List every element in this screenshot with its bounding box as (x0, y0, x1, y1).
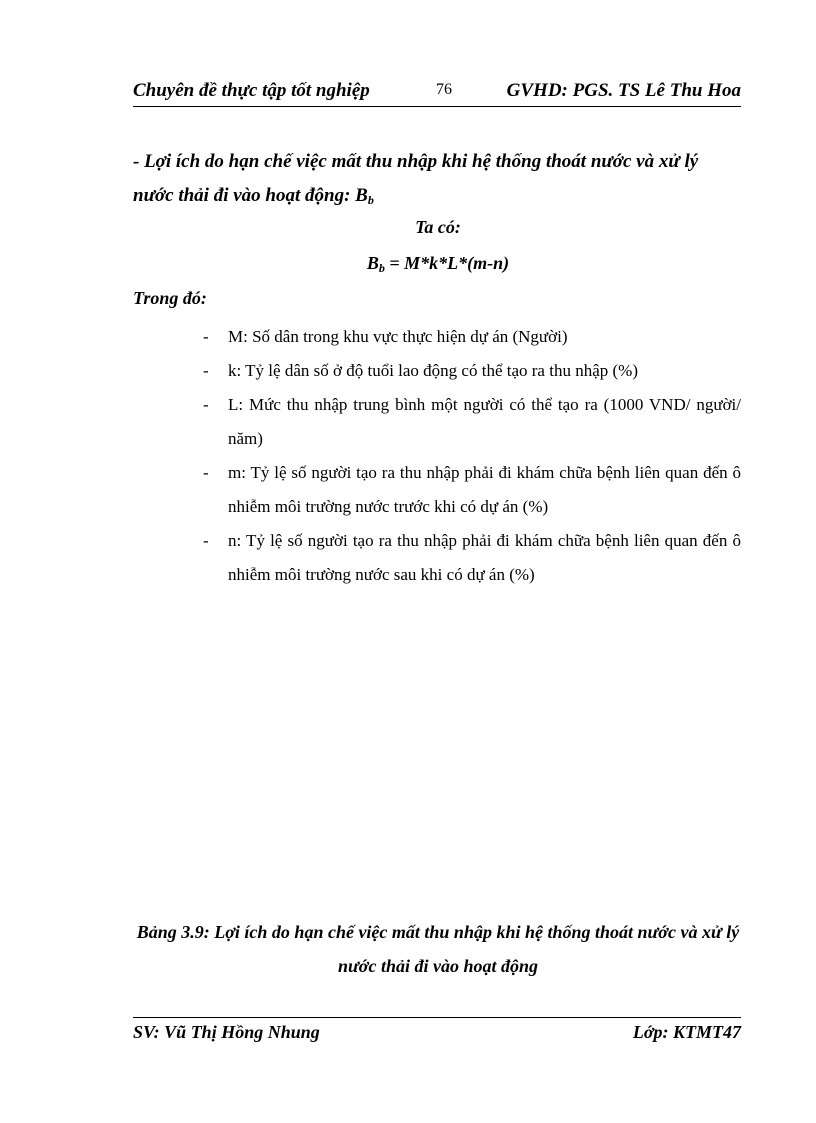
definitions-list (203, 320, 741, 592)
list-item-text: m: Tỷ lệ số người tạo ra thu nhập phải đi khám chữa bệnh liên quan đến ô nhiễm môi trường nước trước khi có dự án (%) (228, 463, 741, 516)
list-item-text: n: Tỷ lệ số người tạo ra thu nhập phải đi khám chữa bệnh liên quan đến ô nhiễm môi trường nước sau khi có dự án (%) (228, 531, 741, 584)
list-dash: - (203, 531, 209, 550)
page-number: 76 (436, 81, 452, 98)
section-heading-subscript: b (367, 193, 374, 207)
formula-lhs-subscript: b (378, 261, 385, 275)
section-heading-text: - Lợi ích do hạn chế việc mất thu nhập khi hệ thống thoát nước và xử lý nước thải đi vào hoạt động: B (133, 151, 699, 206)
page-header (133, 78, 741, 107)
list-item (203, 524, 741, 592)
list-item (203, 388, 741, 456)
footer-class: Lớp: KTMT47 (632, 1022, 741, 1042)
definitions-label: Trong đó: (133, 288, 207, 308)
formula-rhs: = M*k*L*(m-n) (384, 253, 510, 273)
formula-lhs: B (366, 253, 379, 273)
formula (133, 253, 743, 276)
list-dash: - (203, 463, 209, 482)
list-item-text: k: Tỷ lệ dân số ở độ tuổi lao động có thể tạo ra thu nhập (%) (228, 361, 638, 380)
list-dash: - (203, 361, 209, 380)
list-item (203, 456, 741, 524)
page-footer (133, 1017, 741, 1048)
list-dash: - (203, 327, 209, 346)
list-dash: - (203, 395, 209, 414)
list-item (203, 320, 741, 354)
list-item (203, 354, 741, 388)
formula-intro: Ta có: (415, 217, 461, 237)
header-document-title: Chuyên đề thực tập tốt nghiệp (133, 80, 370, 101)
list-item-text: L: Mức thu nhập trung bình một người có thể tạo ra (1000 VND/ người/ năm) (228, 395, 741, 448)
list-item-text: M: Số dân trong khu vực thực hiện dự án (Người) (228, 327, 568, 346)
header-supervisor: GVHD: PGS. TS Lê Thu Hoa (506, 80, 741, 101)
table-caption: Bảng 3.9: Lợi ích do hạn chế việc mất thu nhập khi hệ thống thoát nước và xử lý nước thải đi vào hoạt động (136, 922, 740, 976)
footer-student: SV: Vũ Thị Hồng Nhung (133, 1022, 320, 1042)
section-heading (133, 145, 743, 217)
